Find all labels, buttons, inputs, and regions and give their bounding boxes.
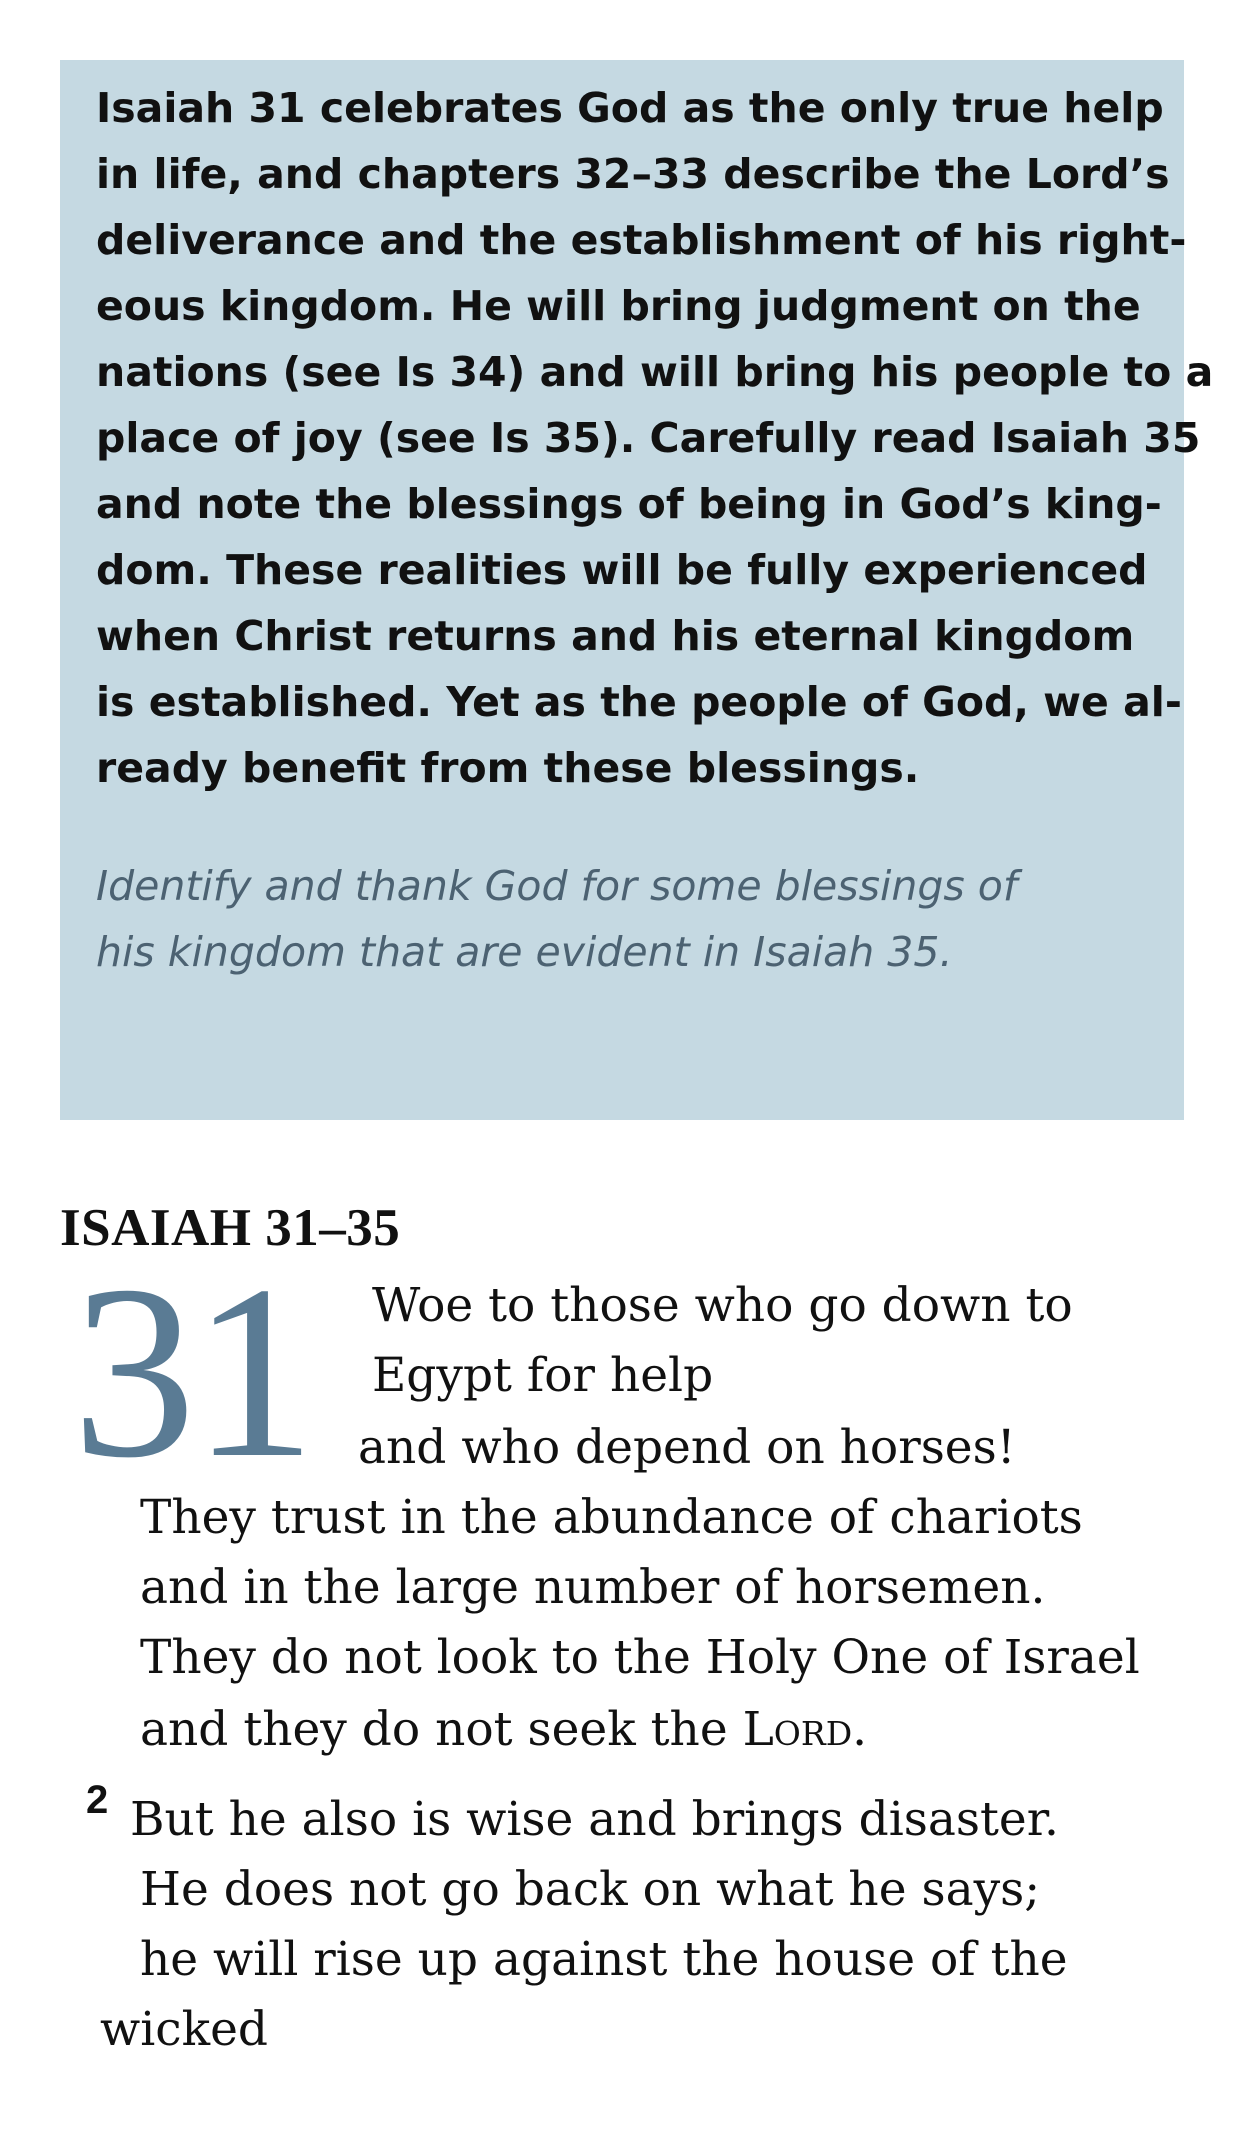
devotional-line: when Christ returns and his eternal kingdom xyxy=(96,612,1135,660)
verse-text: and they do not seek the xyxy=(140,1702,728,1757)
verse-line: Woe to those who go down to xyxy=(372,1278,1073,1333)
verse-line: Egypt for help xyxy=(372,1348,714,1403)
devotional-box xyxy=(60,60,1214,1120)
devotional-line: deliverance and the establishment of his right- xyxy=(96,216,1187,264)
devotional-text xyxy=(96,75,1214,801)
punctuation: . xyxy=(852,1702,868,1757)
verse-line: and who depend on horses! xyxy=(358,1420,1016,1475)
verse-line: and in the large number of horsemen. xyxy=(140,1560,1046,1615)
verse-line: But he also is wise and brings disaster. xyxy=(130,1792,1059,1847)
chapter-number: 31 xyxy=(72,1234,312,1509)
devotional-line: ready benefit from these blessings. xyxy=(96,744,920,792)
verse-number: 2 xyxy=(86,1778,109,1822)
verse-line: he will rise up against the house of the xyxy=(140,1932,1068,1987)
prompt-line: his kingdom that are evident in Isaiah 35. xyxy=(96,928,953,976)
verse-line: They do not look to the Holy One of Israel xyxy=(140,1630,1140,1685)
verse-line: wicked xyxy=(100,2002,268,2057)
reflection-prompt xyxy=(96,853,1148,985)
devotional-line: nations (see Is 34) and will bring his people to a xyxy=(96,348,1214,396)
devotional-line: and note the blessings of being in God’s king- xyxy=(96,480,1162,528)
devotional-line: eous kingdom. He will bring judgment on the xyxy=(96,282,1141,330)
prompt-line: Identify and thank God for some blessings of xyxy=(96,862,1018,910)
devotional-line: in life, and chapters 32–33 describe the Lord’s xyxy=(96,150,1170,198)
devotional-line: dom. These realities will be fully experienced xyxy=(96,546,1148,594)
devotional-line: place of joy (see Is 35). Carefully read Isaiah 35 xyxy=(96,414,1201,462)
verse-line: They trust in the abundance of chariots xyxy=(140,1490,1083,1545)
devotional-line: is established. Yet as the people of God, we al- xyxy=(96,678,1182,726)
divine-name: Lord xyxy=(742,1702,853,1757)
verse-line xyxy=(140,1702,868,1757)
passage-heading: ISAIAH 31–35 xyxy=(60,1199,401,1257)
verse-line: He does not go back on what he says; xyxy=(140,1862,1041,1917)
devotional-line: Isaiah 31 celebrates God as the only true help xyxy=(96,84,1164,132)
